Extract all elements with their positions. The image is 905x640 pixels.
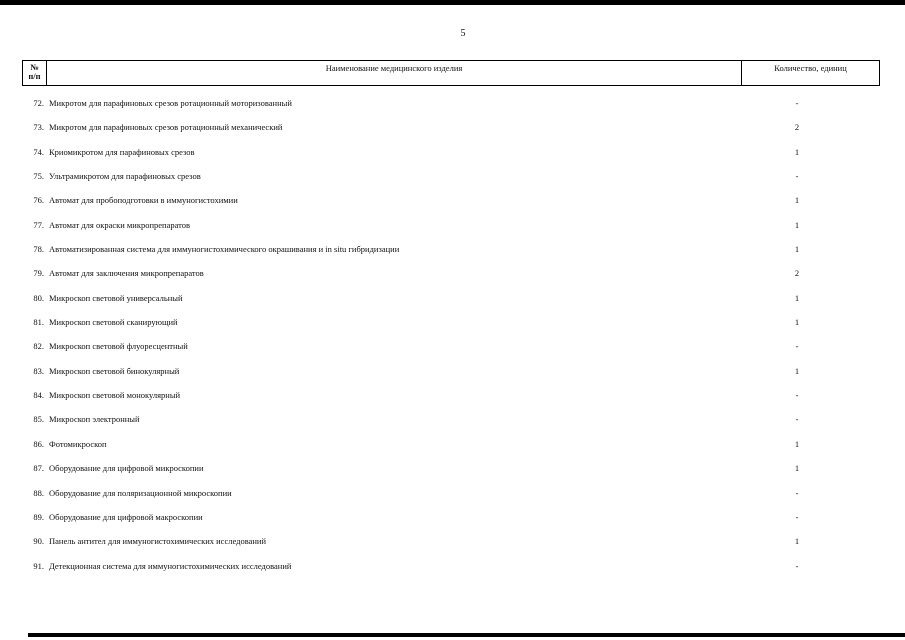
row-item-name: Автомат для окраски микропрепаратов xyxy=(49,219,191,230)
row-number: 86. xyxy=(33,438,44,449)
table-row xyxy=(22,311,880,335)
row-number: 89. xyxy=(33,511,44,522)
header-number-abbrev: п/п xyxy=(28,71,41,81)
row-quantity: - xyxy=(795,511,799,522)
row-number: 76. xyxy=(33,195,44,206)
row-quantity: - xyxy=(795,390,799,401)
row-number: 79. xyxy=(33,268,44,279)
header-number-symbol: № xyxy=(30,62,39,72)
row-item-name: Микроскоп световой бинокулярный xyxy=(49,365,180,376)
row-item-name: Ультрамикротом для парафиновых срезов xyxy=(49,171,201,182)
header-name-column: Наименование медицинского изделия xyxy=(47,61,742,85)
row-item-name: Микротом для парафиновых срезов ротационный механический xyxy=(49,122,283,133)
table-row xyxy=(22,384,880,408)
top-border-rule xyxy=(0,0,905,5)
row-item-name: Детекционная система для иммуногистохимических исследований xyxy=(49,560,292,571)
table-row xyxy=(22,238,880,262)
row-quantity: - xyxy=(795,171,799,182)
table-row xyxy=(22,482,880,506)
row-item-name: Оборудование для цифровой макроскопии xyxy=(49,511,203,522)
table-row xyxy=(22,116,880,140)
row-number: 83. xyxy=(33,365,44,376)
row-quantity: 1 xyxy=(794,438,800,449)
row-item-name: Панель антител для иммуногистохимических исследований xyxy=(49,536,267,547)
row-item-name: Оборудование для поляризационной микроскопии xyxy=(49,487,232,498)
row-item-name: Криомикротом для парафиновых срезов xyxy=(49,146,195,157)
row-number: 88. xyxy=(33,487,44,498)
table-row xyxy=(22,457,880,481)
table-row xyxy=(22,555,880,579)
table-row xyxy=(22,165,880,189)
table-row xyxy=(22,92,880,116)
row-item-name: Фотомикроскоп xyxy=(49,438,107,449)
table-row xyxy=(22,262,880,286)
row-quantity: 2 xyxy=(794,122,800,133)
row-quantity: 1 xyxy=(794,292,800,303)
row-item-name: Автоматизированная система для иммуногистохимического окрашивания и in situ гибридизации xyxy=(49,244,400,255)
table-row xyxy=(22,408,880,432)
table-row xyxy=(22,214,880,238)
table-row xyxy=(22,287,880,311)
row-quantity: 1 xyxy=(794,146,800,157)
equipment-list xyxy=(22,92,880,579)
row-quantity: 1 xyxy=(794,317,800,328)
row-number: 81. xyxy=(33,317,44,328)
row-number: 80. xyxy=(33,292,44,303)
table-row xyxy=(22,360,880,384)
row-number: 87. xyxy=(33,463,44,474)
row-item-name: Автомат для пробоподготовки в иммуногистохимии xyxy=(49,195,238,206)
row-number: 84. xyxy=(33,390,44,401)
table-row xyxy=(22,189,880,213)
row-quantity: 1 xyxy=(794,463,800,474)
row-number: 75. xyxy=(33,171,44,182)
row-number: 82. xyxy=(33,341,44,352)
row-number: 78. xyxy=(33,244,44,255)
table-row xyxy=(22,141,880,165)
row-number: 73. xyxy=(33,122,44,133)
table-row xyxy=(22,530,880,554)
row-item-name: Микроскоп электронный xyxy=(49,414,140,425)
row-item-name: Автомат для заключения микропрепаратов xyxy=(49,268,204,279)
row-item-name: Микроскоп световой сканирующий xyxy=(49,317,178,328)
page-number: 5 xyxy=(460,28,466,39)
table-header xyxy=(22,60,880,86)
header-number-column xyxy=(23,61,47,85)
bottom-border-rule xyxy=(28,633,905,637)
row-quantity: - xyxy=(795,98,799,108)
table-row xyxy=(22,335,880,359)
row-quantity: 1 xyxy=(794,219,800,230)
row-quantity: 1 xyxy=(794,195,800,206)
table-row xyxy=(22,433,880,457)
row-quantity: 1 xyxy=(794,365,800,376)
row-quantity: - xyxy=(795,560,799,571)
row-item-name: Оборудование для цифровой микроскопии xyxy=(49,463,204,474)
row-quantity: - xyxy=(795,414,799,425)
row-quantity: 1 xyxy=(794,244,800,255)
row-quantity: 1 xyxy=(794,536,800,547)
row-number: 90. xyxy=(33,536,44,547)
row-number: 77. xyxy=(33,219,44,230)
table-row xyxy=(22,506,880,530)
row-quantity: - xyxy=(795,487,799,498)
row-number: 72. xyxy=(33,98,44,108)
header-quantity-column: Количество, единиц xyxy=(774,63,847,73)
row-item-name: Микроскоп световой флуоресцентный xyxy=(49,341,188,352)
row-number: 74. xyxy=(33,146,44,157)
row-number: 85. xyxy=(33,414,44,425)
row-quantity: - xyxy=(795,341,799,352)
row-quantity: 2 xyxy=(794,268,800,279)
row-item-name: Микроскоп световой универсальный xyxy=(49,292,183,303)
row-item-name: Микротом для парафиновых срезов ротационный моторизованный xyxy=(49,98,292,108)
row-item-name: Микроскоп световой монокулярный xyxy=(49,390,181,401)
row-number: 91. xyxy=(33,560,44,571)
